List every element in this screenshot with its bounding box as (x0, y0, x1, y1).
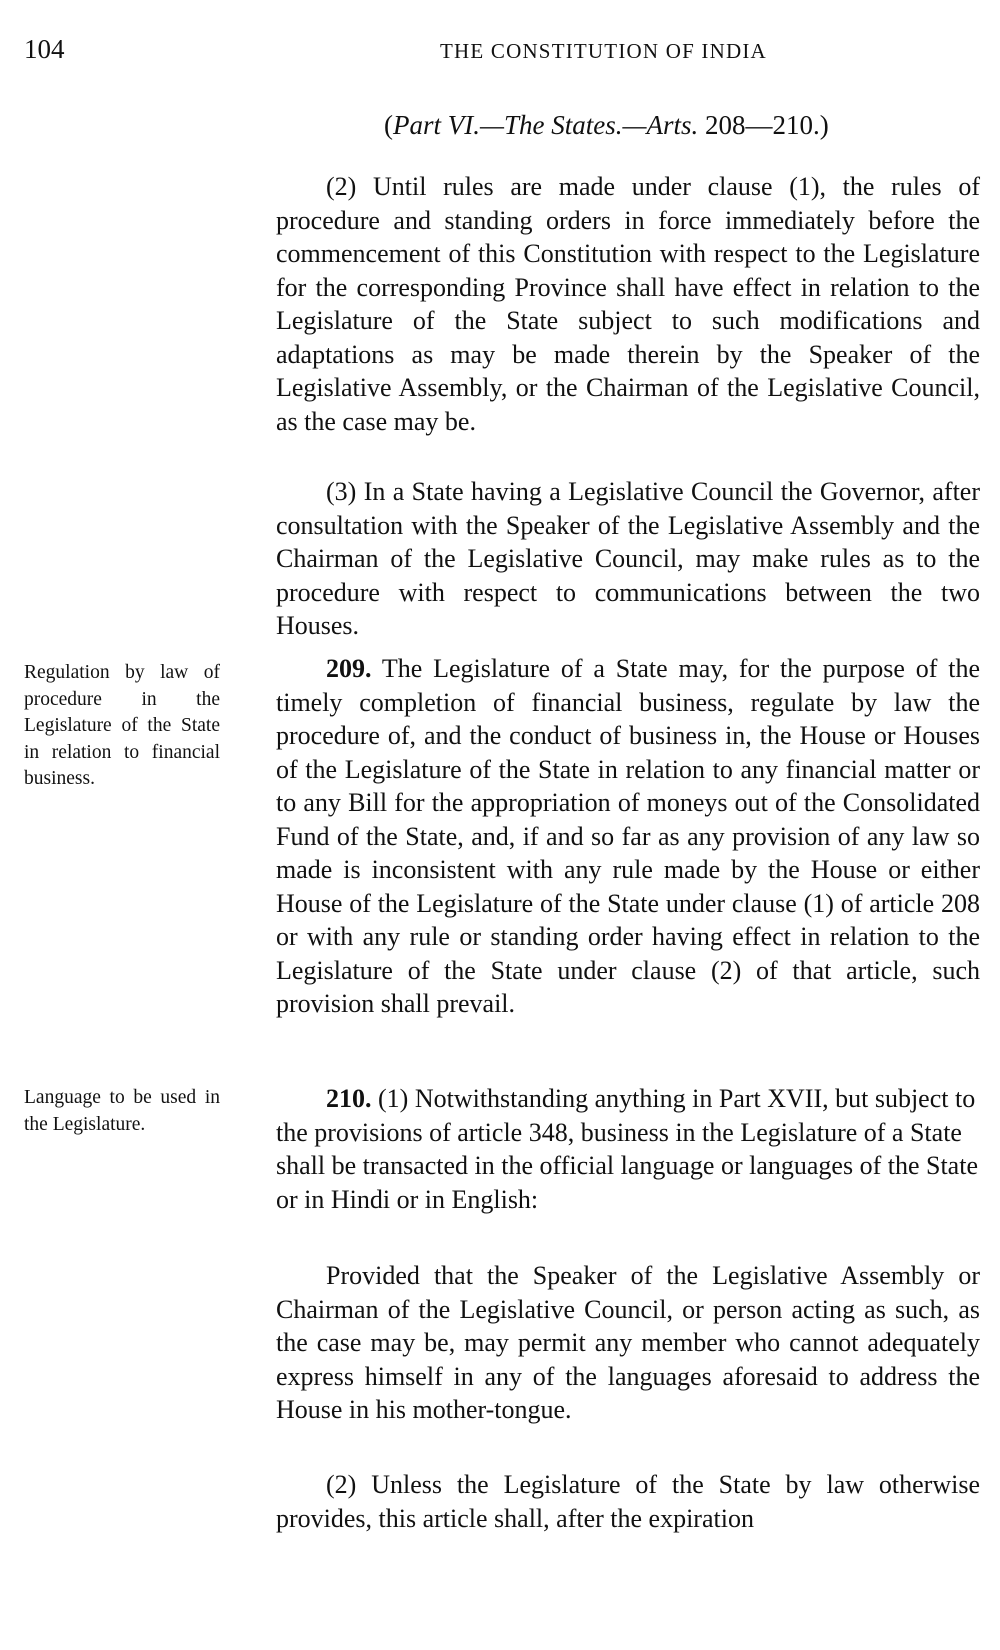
page-number: 104 (24, 34, 65, 64)
margin-note-art-210: Language to be used in the Legislature. (24, 1087, 220, 1135)
part-heading-title: Part VI.—The States.—Arts. (393, 110, 699, 140)
margin-note-art-209: Regulation by law of procedure in the Legislature of the State in relation to financial business. (24, 662, 220, 789)
art-210-clause-1-text: (1) Notwithstanding anything in Part XVII, but subject to the provisions of article 348, business in the Legislature of a State shall be transacted in the official language or languages of the State or in Hindi or in English: (276, 1084, 978, 1214)
art-210-number: 210. (326, 1084, 372, 1113)
art-208-clause-3: (3) In a State having a Legislative Council the Governor, after consultation with the Speaker of the Legislative Assembly and the Chairman of the Legislative Council, may make rules as to the procedure with respect to communications between the two Houses. (276, 477, 980, 640)
art-208-clause-2: (2) Until rules are made under clause (1), the rules of procedure and standing orders in force immediately before the commencement of this Constitution with respect to the Legislature for the corresponding Province shall have effect in relation to the Legislature of the State subject to such modifications and adaptations as may be made therein by the Speaker of the Legislative Assembly, or the Chairman of the Legislative Council, as the case may be. (276, 172, 980, 436)
art-209-number: 209. (326, 654, 372, 683)
art-210-clause-1 (276, 1082, 980, 1216)
art-209 (276, 652, 980, 1021)
part-heading-open: ( (384, 110, 393, 140)
part-heading-range: 208—210.) (698, 110, 829, 140)
art-210-clause-2: (2) Unless the Legislature of the State by law otherwise provides, this article shall, after the expiration (276, 1470, 980, 1533)
art-210-proviso: Provided that the Speaker of the Legislative Assembly or Chairman of the Legislative Council, or person acting as such, as the case may be, may permit any member who cannot adequately express himself in any of the languages aforesaid to address the House in his mother-tongue. (276, 1261, 980, 1424)
running-head: THE CONSTITUTION OF INDIA (440, 39, 767, 63)
art-209-text: The Legislature of a State may, for the purpose of the timely completion of financial business, regulate by law the procedure of, and the conduct of business in, the House or Houses of the Legislature of the State in relation to any financial matter or to any Bill for the appropriation of moneys out of the Consolidated Fund of the State, and, if and so far as any provision of any law so made is inconsistent with any rule made by the House or either House of the Legislature of the State under clause (1) of article 208 or with any rule or standing order having effect in relation to the Legislature of the State under clause (2) of that article, such provision shall prevail. (276, 654, 980, 1018)
part-heading (384, 110, 829, 140)
